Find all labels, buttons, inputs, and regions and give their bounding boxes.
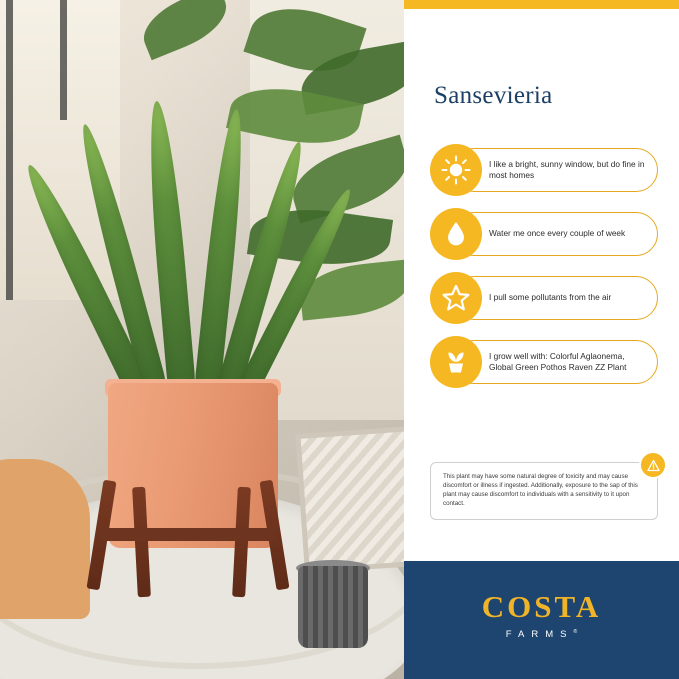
sun-icon: [430, 144, 482, 196]
care-fact: [430, 144, 658, 196]
top-accent-bar: [404, 0, 679, 9]
care-fact-pill: [452, 340, 658, 384]
ribbed-mug: [298, 566, 368, 648]
logo-trademark: ®: [573, 629, 578, 635]
care-fact: [430, 208, 658, 260]
care-fact: [430, 272, 658, 324]
water-drop-icon: [430, 208, 482, 260]
plant-title: Sansevieria: [434, 82, 553, 109]
care-fact-pill: [452, 276, 658, 320]
toxicity-warning-text: This plant may have some natural degree of toxicity and may cause discomfort or illness if ingested. Additionally, exposure to the sap of this plant may cause discomfort to individuals with a sensitivity to it upon contact.: [443, 473, 638, 507]
brand-footer: [404, 561, 679, 679]
picture-frame: [295, 426, 404, 574]
info-panel: [404, 9, 679, 561]
care-fact-label: I pull some pollutants from the air: [489, 292, 612, 303]
star-icon: [430, 272, 482, 324]
stand-rail: [100, 528, 275, 541]
care-fact-pill: [452, 212, 658, 256]
potted-plant-icon: [430, 336, 482, 388]
care-fact-label: I grow well with: Colorful Aglaonema, Global Green Pothos Raven ZZ Plant: [489, 350, 627, 372]
logo-wordmark: COSTA: [481, 589, 602, 624]
logo-subtext-label: FARMS: [505, 629, 574, 641]
toxicity-warning: [430, 462, 658, 520]
snake-plant-foliage: [120, 100, 270, 390]
care-facts-list: [430, 144, 658, 400]
logo-subtext: [404, 629, 679, 640]
care-fact-pill: [452, 148, 658, 192]
armchair: [0, 459, 90, 619]
window-frame-bar: [60, 0, 67, 120]
care-fact-label: I like a bright, sunny window, but do fine in most homes: [489, 158, 645, 180]
costa-farms-logo: [404, 589, 679, 640]
caution-triangle-icon: [639, 451, 667, 479]
care-fact-label: Water me once every couple of week: [489, 228, 626, 239]
window-frame-bar: [6, 0, 13, 300]
care-fact: [430, 336, 658, 388]
